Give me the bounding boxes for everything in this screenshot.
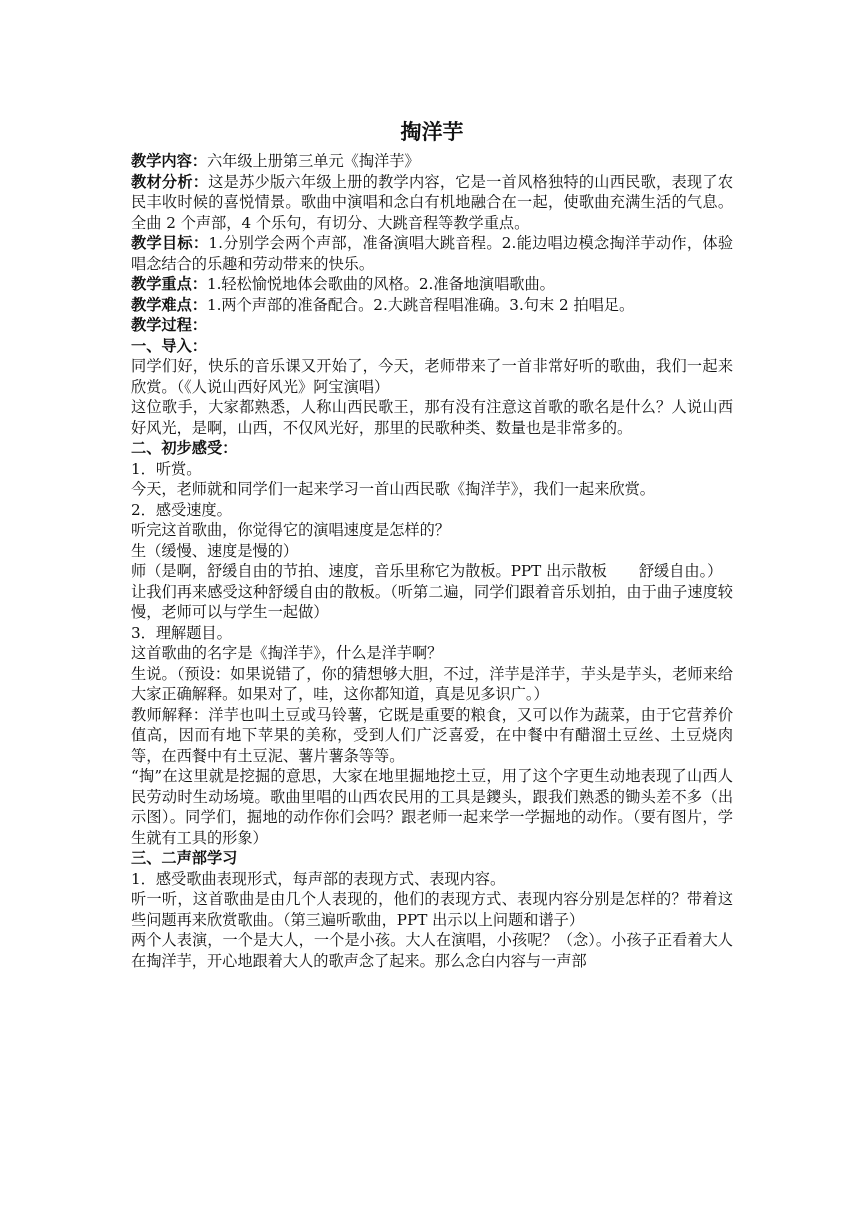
paragraph-part: 师（是啊，舒缓自由的节拍、速度，音乐里称它为散板。PPT 出示散板 <box>131 562 607 580</box>
teaching-content-label: 教学内容： <box>131 152 207 170</box>
document-page <box>131 115 733 971</box>
paragraph: 生说。（预设：如果说错了，你的猜想够大胆，不过，洋芋是洋芋，芋头是芋头，老师来给大家正确解释。如果对了，哇，这你都知道，真是见多识广。） <box>131 664 733 703</box>
teaching-difficulties <box>131 295 733 316</box>
paragraph: 1．听赏。 <box>131 459 202 478</box>
teaching-key-points-text: 1.轻松愉悦地体会歌曲的风格。2.准备地演唱歌曲。 <box>206 275 555 293</box>
material-analysis-label: 教材分析： <box>131 172 209 191</box>
paragraph <box>131 561 733 582</box>
material-analysis <box>131 172 733 234</box>
paragraph-part: 舒缓自由。） <box>638 562 723 580</box>
section-heading-two-part-study: 三、二声部学习 <box>131 849 238 867</box>
teaching-difficulties-label: 教学难点： <box>131 295 207 314</box>
paragraph: 听完这首歌曲，你觉得它的演唱速度是怎样的？ <box>131 521 450 539</box>
paragraph: 教师解释：洋芋也叫土豆或马铃薯，它既是重要的粮食，又可以作为蔬菜，由于它营养价值高，因而有地下苹果的美称，受到人们广泛喜爱，在中餐中有醋溜土豆丝、土豆烧肉等，在西餐中有土豆泥、薯片薯条等等。 <box>131 705 733 765</box>
paragraph: 2．感受速度。 <box>131 500 232 519</box>
paragraph: 让我们再来感受这种舒缓自由的散板。（听第二遍，同学们跟着音乐划拍，由于曲子速度较慢，老师可以与学生一起做） <box>131 582 733 621</box>
paragraph: 听一听，这首歌曲是由几个人表现的，他们的表现方式、表现内容分别是怎样的？带着这些问题再来欣赏歌曲。（第三遍听歌曲，PPT 出示以上问题和谱子） <box>131 890 733 929</box>
paragraph: 3．理解题目。 <box>131 623 232 642</box>
paragraph: 两个人表演，一个是大人，一个是小孩。大人在演唱，小孩呢？（念）。小孩子正看着大人在掏洋芋，开心地跟着大人的歌声念了起来。那么念白内容与一声部 <box>131 931 733 970</box>
teaching-goals <box>131 233 733 274</box>
teaching-difficulties-text: 1.两个声部的准备配合。2.大跳音程唱准确。3.句末 2 拍唱足。 <box>206 295 635 314</box>
paragraph: 生（缓慢、速度是慢的） <box>131 541 299 560</box>
paragraph: 这位歌手，大家都熟悉，人称山西民歌王，那有没有注意这首歌的歌名是什么？人说山西好风光，是啊，山西，不仅风光好，那里的民歌种类、数量也是非常多的。 <box>131 398 733 437</box>
teaching-goals-label: 教学目标： <box>131 234 209 252</box>
paragraph: 今天，老师就和同学们一起来学习一首山西民歌《掏洋芋》，我们一起来欣赏。 <box>131 480 655 498</box>
page-title: 掏洋芋 <box>400 120 464 144</box>
paragraph: 同学们好，快乐的音乐课又开始了，今天，老师带来了一首非常好听的歌曲，我们一起来欣赏。（《人说山西好风光》阿宝演唱） <box>131 357 733 396</box>
paragraph: “掏”在这里就是挖掘的意思，大家在地里掘地挖土豆，用了这个字更生动地表现了山西人民劳动时生动场境。歌曲里唱的山西农民用的工具是鑁头，跟我们熟悉的锄头差不多（出示图）。同学们，掘地的动作你们会吗？跟老师一起来学一学掘地的动作。（要有图片，学生就有工具的形象） <box>131 767 733 847</box>
paragraph: 1．感受歌曲表现形式，每声部的表现方式、表现内容。 <box>131 869 506 888</box>
teaching-goals-text: 1.分别学会两个声部，准备演唱大跳音程。2.能边唱边模念掏洋芋动作，体验唱念结合的乐趣和劳动带来的快乐。 <box>131 234 734 273</box>
teaching-process-heading: 教学过程： <box>131 316 207 334</box>
teaching-key-points-label: 教学重点： <box>131 275 207 293</box>
teaching-content <box>131 151 733 172</box>
material-analysis-text: 这是苏少版六年级上册的教学内容，它是一首风格独特的山西民歌，表现了农民丰收时候的喜悦情景。歌曲中演唱和念白有机地融合在一起，使歌曲充满生活的气息。全曲 2 个声部，4 个乐句，有切分、大跳音程等教学重点。 <box>131 172 734 232</box>
section-heading-first-impression: 二、初步感受： <box>131 439 238 457</box>
teaching-content-text: 六年级上册第三单元《掏洋芋》 <box>206 152 420 170</box>
teaching-key-points <box>131 274 733 295</box>
paragraph: 这首歌曲的名字是《掏洋芋》，什么是洋芋啊？ <box>131 644 443 662</box>
section-heading-intro: 一、导入： <box>131 336 207 355</box>
